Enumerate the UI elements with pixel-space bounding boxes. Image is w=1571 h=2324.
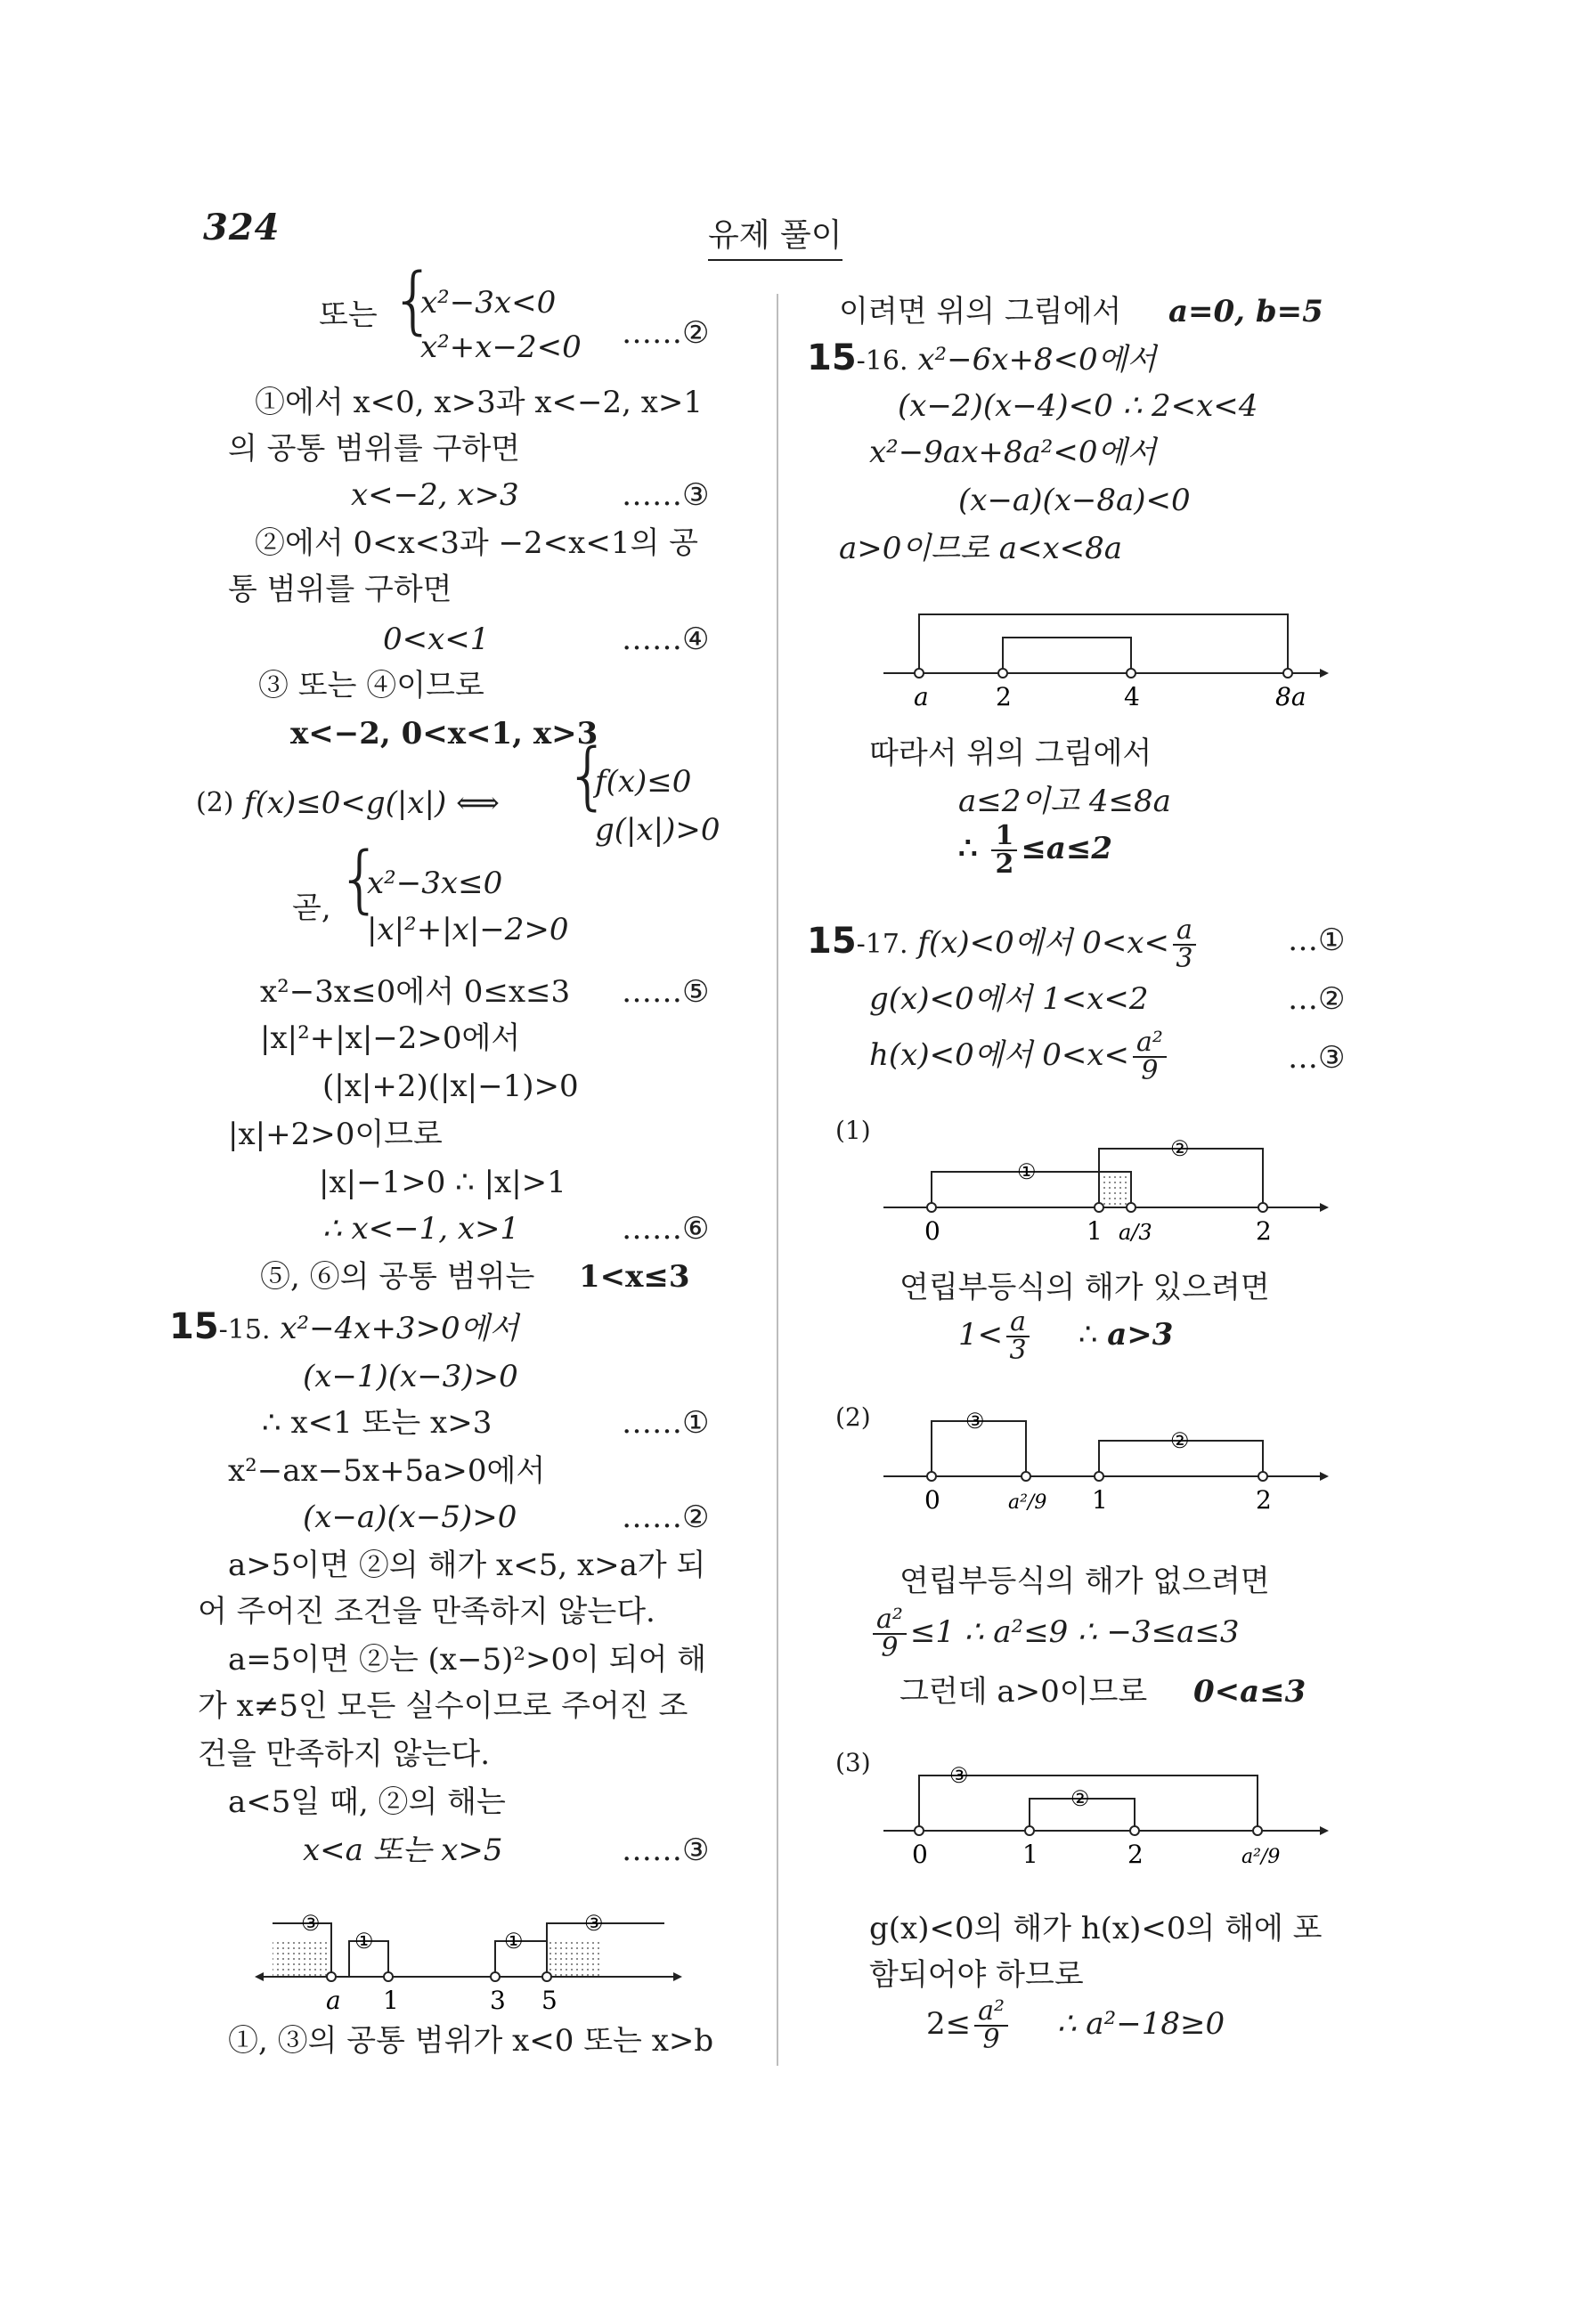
answer: a=0, b=5	[1168, 294, 1323, 329]
problem-number: 15	[169, 1306, 219, 1347]
problem-heading	[807, 914, 1200, 974]
inequality-text: ≤1 ∴ a²≤9 ∴ −3≤a≤3	[909, 1614, 1240, 1650]
solution-line: a=5이면 ②는 (x−5)²>0이 되어 해	[228, 1642, 707, 1678]
fraction	[873, 1606, 907, 1662]
solution-line: 0<x<1	[383, 622, 490, 657]
solution-line: f(x)≤0<g(|x|) ⟺	[244, 785, 500, 821]
solution-line: 가 x≠5인 모든 실수이므로 주어진 조	[198, 1688, 688, 1724]
tick-point	[1258, 1472, 1267, 1481]
solution-line: ⑤, ⑥의 공통 범위는	[260, 1259, 535, 1295]
tick-point	[927, 1203, 936, 1212]
case-label: (3)	[835, 1748, 871, 1777]
tick-point	[327, 1972, 336, 1981]
region-tag: ①	[1017, 1159, 1037, 1184]
number-line-figure-1	[255, 1888, 682, 2012]
tick-label: 2	[1256, 1485, 1272, 1515]
numerator: 1	[991, 823, 1017, 851]
tick-point	[1253, 1826, 1262, 1835]
tick-label: 2	[1127, 1840, 1144, 1869]
part-label: (2)	[196, 787, 234, 818]
tick-point	[998, 669, 1007, 678]
answer: 0<a≤3	[1193, 1674, 1306, 1710]
tick-label: 4	[1124, 682, 1140, 711]
region-tag: ③	[949, 1763, 969, 1788]
solution-line: x<a 또는 x>5	[303, 1832, 503, 1868]
equation-tag: …③	[1288, 1040, 1346, 1076]
tick-point	[1095, 1472, 1103, 1481]
therefore-symbol: ∴	[958, 831, 978, 866]
tick-label: a/3	[1119, 1220, 1152, 1245]
denominator: 9	[1141, 1055, 1159, 1086]
solution-line: ③ 또는 ④이므로	[258, 668, 484, 703]
equation-tag: ……①	[622, 1405, 710, 1441]
fraction	[1133, 1029, 1167, 1085]
inequality-system-2: { f(x)≤0 g(|x|)>0	[565, 734, 720, 848]
page-number: 324	[203, 207, 281, 248]
equation-tag: ……②	[622, 315, 710, 351]
tick-point	[915, 669, 924, 678]
number-line-figure-4	[883, 1409, 1329, 1551]
tick-point	[491, 1972, 500, 1981]
solution-line: (x−a)(x−5)>0	[303, 1499, 517, 1535]
shaded-region	[1099, 1172, 1131, 1207]
region-tag: ①	[354, 1929, 374, 1954]
equation-tag: ……⑤	[622, 974, 710, 1010]
tick-label: 1	[1092, 1485, 1108, 1515]
fraction	[974, 1995, 1008, 2055]
axis-arrow	[1320, 1472, 1329, 1481]
axis-arrow	[1320, 1203, 1329, 1212]
solution-line: (x−2)(x−4)<0 ∴ 2<x<4	[898, 388, 1258, 424]
solution-line	[869, 1029, 1170, 1085]
problem-equation: x²−6x+8<0에서	[917, 342, 1157, 378]
inequality-system-3: { x²−3x≤0 |x|²+|x|−2>0	[337, 837, 569, 947]
solution-line: 그런데 a>0이므로	[899, 1674, 1148, 1710]
axis-arrow	[255, 1972, 264, 1981]
inequality-text: 1<	[958, 1317, 1004, 1353]
tick-label: 2	[996, 682, 1012, 711]
interval-bracket	[919, 614, 1288, 673]
system-line: x²+x−2<0	[420, 329, 582, 365]
tick-point	[927, 1472, 936, 1481]
system-line: g(|x|)>0	[595, 812, 720, 848]
problem-equation: f(x)<0에서 0<x<	[917, 925, 1170, 961]
tick-point	[542, 1972, 551, 1981]
solution-line: |x|−1>0 ∴ |x|>1	[319, 1165, 566, 1200]
tick-point	[1095, 1203, 1103, 1212]
solution-line: x²−9ax+8a²<0에서	[869, 435, 1157, 470]
answer	[958, 820, 1113, 880]
denominator: 9	[982, 2024, 1000, 2055]
tick-label: 0	[924, 1485, 940, 1515]
tick-point	[1283, 669, 1292, 678]
therefore-symbol: ∴	[1078, 1317, 1098, 1353]
tick-label: a²/9	[1241, 1846, 1281, 1868]
number-line-figure-5	[883, 1745, 1329, 1888]
solution-line: a≤2이고 4≤8a	[958, 784, 1171, 819]
denominator: 3	[1009, 1335, 1027, 1366]
tick-label: 8a	[1275, 682, 1306, 711]
solution-line: 함되어야 하므로	[869, 1957, 1084, 1993]
solution-line: 연립부등식의 해가 없으려면	[899, 1564, 1270, 1599]
region-tag: ①	[504, 1929, 524, 1954]
solution-line: 의 공통 범위를 구하면	[228, 431, 521, 467]
axis-arrow	[1320, 669, 1329, 678]
solution-line: ①에서 x<0, x>3과 x<−2, x>1	[255, 385, 704, 420]
equation-tag: ……⑥	[622, 1211, 710, 1247]
number-line-figure-2	[883, 597, 1329, 712]
solution-line: a<5일 때, ②의 해는	[228, 1784, 506, 1820]
shaded-region	[547, 1941, 600, 1977]
solution-line: x<−2, x>3	[351, 477, 519, 513]
problem-heading	[807, 337, 1157, 379]
tick-label: 1	[1087, 1216, 1103, 1246]
problem-equation: x²−4x+3>0에서	[280, 1311, 519, 1346]
solution-line: 건을 만족하지 않는다.	[198, 1736, 491, 1772]
solution-line: ②에서 0<x<3과 −2<x<1의 공	[255, 525, 698, 561]
axis-arrow	[673, 1972, 682, 1981]
inequality-system-1: { x²−3x<0 x²+x−2<0	[390, 258, 582, 365]
region-tag: ③	[965, 1409, 985, 1434]
tick-point	[1025, 1826, 1034, 1835]
solution-line: |x|+2>0이므로	[228, 1117, 443, 1152]
inequality-text: h(x)<0에서 0<x<	[869, 1037, 1130, 1073]
solution-line	[926, 1995, 1225, 2055]
equation-tag: ……③	[622, 1832, 710, 1868]
solution-line: 따라서 위의 그림에서	[869, 735, 1152, 771]
numerator: a	[1173, 917, 1196, 946]
solution-line: g(x)<0에서 1<x<2	[869, 981, 1149, 1017]
region-tag: ②	[1070, 1786, 1090, 1811]
problem-number: 15	[807, 337, 857, 378]
shaded-region	[273, 1941, 331, 1977]
tick-label: 1	[1022, 1840, 1038, 1869]
number-line-figure-3	[883, 1122, 1329, 1264]
solution-line: 연립부등식의 해가 있으려면	[899, 1270, 1270, 1305]
axis-arrow	[1320, 1826, 1329, 1835]
column-divider	[777, 294, 778, 2066]
problem-sub: -17.	[856, 929, 908, 960]
solution-line: a>5이면 ②의 해가 x<5, x>a가 되	[228, 1548, 706, 1583]
tick-point	[1127, 669, 1136, 678]
numerator: a²	[974, 1998, 1008, 2027]
tick-label: a	[914, 682, 929, 711]
solution-line: 어 주어진 조건을 만족하지 않는다.	[198, 1594, 655, 1629]
page-title: 유제 풀이	[708, 210, 842, 261]
tick-label: 0	[924, 1216, 940, 1246]
numerator: a²	[873, 1606, 907, 1635]
region-tag: ③	[301, 1911, 321, 1936]
tick-label: 1	[383, 1986, 399, 2012]
solution-line: 이려면 위의 그림에서	[839, 294, 1122, 329]
equation-tag: ……③	[622, 477, 710, 513]
tick-point	[384, 1972, 393, 1981]
solution-line: ①, ③의 공통 범위가 x<0 또는 x>b	[228, 2023, 714, 2059]
solution-line: |x|²+|x|−2>0에서	[260, 1020, 521, 1056]
answer: a>3	[1107, 1317, 1174, 1353]
solution-line	[869, 1606, 1240, 1662]
equation-tag: …①	[1288, 922, 1346, 958]
interval-bracket	[1003, 638, 1131, 673]
tick-label: 3	[490, 1986, 506, 2012]
solution-line: (x−1)(x−3)>0	[303, 1359, 518, 1394]
tick-point	[915, 1826, 924, 1835]
solution-line: 곧,	[292, 890, 331, 926]
tick-label: 5	[541, 1986, 558, 2012]
tick-point	[1022, 1472, 1030, 1481]
equation-tag: …②	[1288, 981, 1346, 1017]
solution-line: (x−a)(x−8a)<0	[958, 483, 1191, 518]
fraction	[991, 820, 1017, 880]
solution-line: a>0이므로 a<x<8a	[839, 531, 1123, 566]
fraction	[1173, 914, 1196, 974]
solution-line: x²−3x≤0에서 0≤x≤3	[260, 974, 571, 1010]
tick-point	[1130, 1826, 1139, 1835]
region-tag: ③	[584, 1911, 604, 1936]
solution-line: ∴ x<−1, x>1	[322, 1211, 520, 1247]
inequality-text: 2≤	[926, 2006, 972, 2042]
fraction	[1006, 1306, 1030, 1366]
system-line: |x|²+|x|−2>0	[367, 912, 569, 947]
tick-label: a	[326, 1986, 341, 2012]
case-label: (1)	[835, 1116, 871, 1145]
denominator: 9	[881, 1632, 899, 1663]
inequality-text: ∴ a²−18≥0	[1056, 2006, 1225, 2042]
answer: 1<x≤3	[579, 1259, 690, 1295]
solution-line: x²−ax−5x+5a>0에서	[228, 1453, 546, 1489]
equation-tag: ……②	[622, 1499, 710, 1535]
problem-sub: -15.	[218, 1314, 271, 1345]
tick-label: a²/9	[1008, 1491, 1047, 1514]
answer: x<−2, 0<x<1, x>3	[290, 716, 598, 752]
tick-point	[1258, 1203, 1267, 1212]
answer-rest: ≤a≤2	[1021, 831, 1113, 866]
numerator: a²	[1133, 1029, 1167, 1058]
problem-sub: -16.	[856, 345, 908, 377]
solution-line: (|x|+2)(|x|−1)>0	[322, 1069, 579, 1104]
problem-number: 15	[807, 921, 857, 962]
system-line: x²−3x≤0	[367, 865, 503, 901]
equation-tag: ……④	[622, 622, 710, 657]
solution-line: 통 범위를 구하면	[228, 572, 452, 607]
tick-label: 2	[1256, 1216, 1272, 1246]
tick-point	[1127, 1203, 1136, 1212]
case-label: (2)	[835, 1402, 871, 1432]
denominator: 3	[1176, 943, 1193, 974]
problem-heading	[169, 1306, 519, 1348]
region-tag: ②	[1170, 1428, 1190, 1453]
solution-line: g(x)<0의 해가 h(x)<0의 해에 포	[869, 1911, 1323, 1946]
system-line: x²−3x<0	[420, 285, 557, 321]
numerator: a	[1006, 1309, 1030, 1337]
or-label: 또는	[319, 297, 378, 333]
system-line: f(x)≤0	[595, 764, 692, 800]
solution-line	[958, 1306, 1174, 1366]
tick-label: 0	[912, 1840, 928, 1869]
solution-line: ∴ x<1 또는 x>3	[262, 1405, 492, 1441]
region-tag: ②	[1170, 1136, 1190, 1161]
denominator: 2	[995, 849, 1014, 880]
